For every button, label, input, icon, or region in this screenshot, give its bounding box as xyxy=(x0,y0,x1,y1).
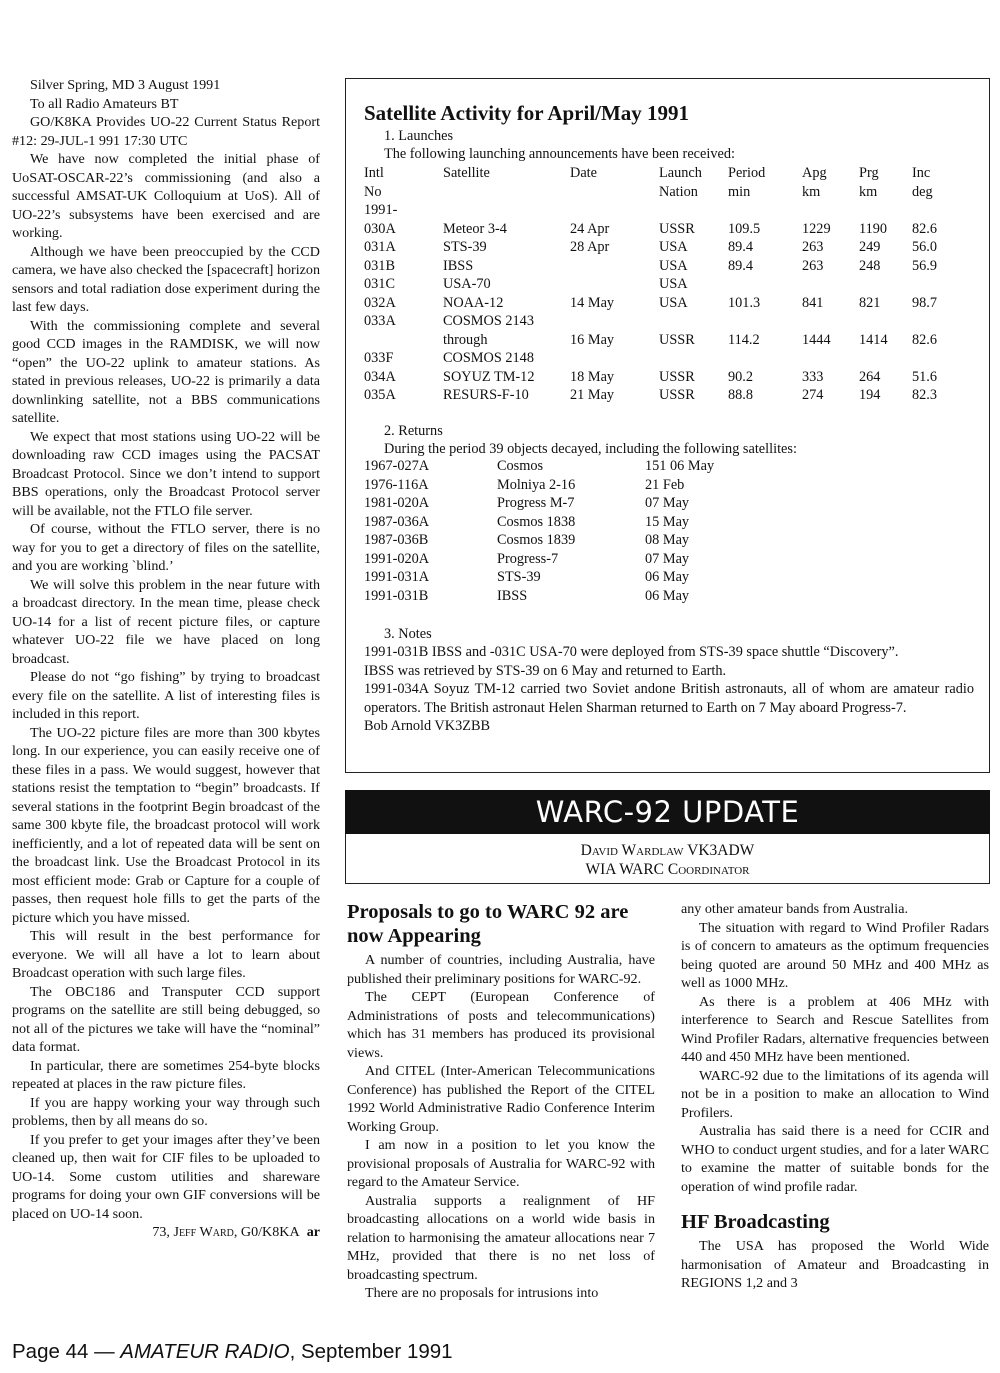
launch-row xyxy=(364,220,962,239)
table-cell xyxy=(570,257,659,276)
byline-role: WIA WARC Coordinator xyxy=(585,861,750,878)
table-cell: 1976-116A xyxy=(364,476,429,493)
paragraph: As there is a problem at 406 MHz with interference to Search and Rescue Satellites from Wind Profiler Radars, alternative frequencies between 440 and 450 MHz have been mentioned. xyxy=(681,993,989,1065)
paragraph: This will result in the best performance for everyone. We will all have a lot to learn about Broadcast operation with such large files. xyxy=(12,928,320,981)
table-cell xyxy=(659,349,728,368)
table-cell: 263 xyxy=(802,239,824,255)
hf-broadcasting-heading: HF Broadcasting xyxy=(681,1211,830,1233)
satellite-box-title: Satellite Activity for April/May 1991 xyxy=(364,101,690,125)
launch-row xyxy=(364,386,962,405)
launches-table xyxy=(364,164,962,405)
paragraph: If you are happy working your way through such problems, then by all means do so. xyxy=(12,1094,320,1129)
table-cell: IBSS xyxy=(443,257,474,274)
warc-banner-title: WARC-92 UPDATE xyxy=(345,790,990,834)
table-cell: 16 May xyxy=(570,331,615,348)
table-cell: 194 xyxy=(859,387,881,403)
launches-heading: 1. Launches xyxy=(384,128,454,144)
table-cell: 1991-031B xyxy=(364,587,429,604)
table-cell: Apg xyxy=(802,165,827,181)
table-cell: deg xyxy=(912,183,933,200)
table-cell xyxy=(912,312,962,331)
table-cell: Meteor 3-4 xyxy=(443,220,507,237)
paragraph: There are no proposals for intrusions into xyxy=(365,1285,599,1301)
footer-date: , September 1991 xyxy=(289,1340,453,1363)
table-cell: No xyxy=(364,183,382,200)
signature xyxy=(12,1223,320,1242)
paragraph: The USA has proposed the World Wide harmonisation of Amateur and Broadcasting in REGIONS 1,2 and 3 xyxy=(681,1238,989,1291)
table-cell: USA xyxy=(659,294,688,311)
paragraph: Australia has said there is a need for CCIR and WHO to conduct urgent studies, and for a later WARC to examine the matter of suitable bonds for the operation of wind profile radar. xyxy=(681,1123,989,1195)
article-headline: Proposals to go to WARC 92 are now Appearing xyxy=(347,901,629,947)
table-cell: 030A xyxy=(364,220,396,237)
launch-row xyxy=(364,257,962,276)
return-row xyxy=(364,531,845,550)
returns-heading: 2. Returns xyxy=(384,423,443,439)
table-cell: 1981-020A xyxy=(364,495,430,511)
table-cell: 82.3 xyxy=(912,387,938,403)
table-cell: 032A xyxy=(364,294,396,311)
paragraph-continued: any other amateur bands from Australia. xyxy=(681,901,908,917)
launch-row xyxy=(364,312,962,331)
table-cell: 249 xyxy=(859,239,881,255)
table-cell: Launch xyxy=(659,165,702,181)
note-signature: Bob Arnold VK3ZBB xyxy=(364,718,491,734)
table-cell xyxy=(802,349,859,368)
table-cell: 07 May xyxy=(645,550,690,567)
return-row xyxy=(364,513,845,532)
table-cell: 1991-020A xyxy=(364,550,430,567)
signature-name: Jeff Ward xyxy=(173,1224,234,1240)
table-cell: NOAA-12 xyxy=(443,294,504,311)
table-cell: 1444 xyxy=(802,331,831,348)
table-cell: 035A xyxy=(364,387,396,403)
paragraph: With the commissioning complete and several good CCD images in the RAMDISK, we will now “open” the UO-22 uplink to amateur stations. As stated in previous releases, UO-22 is primarily a data downlinking satellite, not a BBS communications satellite. xyxy=(12,317,320,426)
table-cell: STS-39 xyxy=(443,239,487,255)
table-cell: 21 May xyxy=(570,387,615,403)
table-cell: 031B xyxy=(364,257,395,274)
table-cell: 821 xyxy=(859,294,881,311)
table-cell: COSMOS 2148 xyxy=(443,350,534,366)
table-cell: 07 May xyxy=(645,495,690,511)
paragraph: I am now in a position to let you know the provisional proposals of Australia for WARC-92 with regard to the Amateur Service. xyxy=(347,1137,655,1190)
table-cell: 06 May xyxy=(645,569,690,585)
table-cell: RESURS-F-10 xyxy=(443,387,529,403)
table-cell: 109.5 xyxy=(728,220,761,237)
table-cell: 031C xyxy=(364,276,395,292)
return-row xyxy=(364,476,845,495)
table-cell: 033A xyxy=(364,313,396,329)
table-cell: 263 xyxy=(802,257,824,274)
table-cell: Molniya 2-16 xyxy=(497,476,576,493)
paragraph: Although we have been preoccupied by the CCD camera, we have also checked the [spacecraft] horizon sensors and total radiation dose experiment during the last few days. xyxy=(12,243,320,315)
page-footer xyxy=(12,1340,453,1364)
table-cell: 114.2 xyxy=(728,331,760,348)
paragraph: The UO-22 picture files are more than 300 kbytes long. In our experience, you can easily receive one of these files in a pass. We would suggest, however that stations resist the temptation to “begin” broadcasts. If several stations in the footprint Begin broadcast of the same 300 kbyte file, the broadcast protocol will work inefficiently, and a lot of repeated data will be sent on the broadcast link. Use the Broadcast Protocol in its most efficient mode: Grab or Capture for a couple of passes, then request hole fills to get the parts of the picture which you have missed. xyxy=(12,724,320,926)
table-cell: Progress M-7 xyxy=(497,495,575,511)
table-cell: 274 xyxy=(802,387,824,403)
return-row xyxy=(364,457,845,476)
table-cell: USSR xyxy=(659,368,695,385)
paragraph: The OBC186 and Transputer CCD support programs on the satellite are still being debugged, so not all of the pictures we take will have the “nominal” data format. xyxy=(12,983,320,1055)
notes-block xyxy=(364,643,974,736)
table-cell: 1991-031A xyxy=(364,569,430,585)
paragraph: If you prefer to get your images after they’ve been cleaned up, then wait for CIF files to be uploaded to UO-14. Some custom utilities and shareware programs for doing your own GIF conversions will be placed on UO-14 soon. xyxy=(12,1131,320,1222)
table-cell xyxy=(859,312,912,331)
table-cell xyxy=(728,275,802,294)
table-cell: 033F xyxy=(364,350,394,366)
launch-row xyxy=(364,349,962,368)
table-cell: 08 May xyxy=(645,532,690,548)
signature-call: , G0/K8KA xyxy=(233,1224,300,1240)
footer-magazine: AMATEUR RADIO xyxy=(120,1340,290,1363)
table-cell: USSR xyxy=(659,220,695,237)
paragraph: And CITEL (Inter-American Telecommunications Conference) has published the Report of the CITEL 1992 World Administrative Radio Conference Interim Working Group. xyxy=(347,1063,655,1135)
footer-page: Page 44 — xyxy=(12,1340,121,1363)
table-cell: 1190 xyxy=(859,220,888,237)
byline-author: David Wardlaw VK3ADW xyxy=(580,842,755,859)
table-cell: 264 xyxy=(859,368,881,385)
returns-table xyxy=(364,457,845,605)
table-cell: 1229 xyxy=(802,220,831,237)
table-cell: 18 May xyxy=(570,368,615,385)
launch-row xyxy=(364,294,962,313)
paragraph: Of course, without the FTLO server, there is no way for you to get a directory of files on the satellite, and you are working `blind.’ xyxy=(12,521,320,574)
table-cell: USA xyxy=(659,239,688,255)
table-cell: USSR xyxy=(659,331,695,348)
table-cell: Nation xyxy=(659,183,698,200)
paragraph: Australia supports a realignment of HF broadcasting allocations on a world wide basis in relation to harmonising the amateur allocations near 7 MHz, provided that there is no net loss of broadcasting spectrum. xyxy=(347,1192,655,1283)
table-cell: 88.8 xyxy=(728,387,754,403)
launch-year-label: 1991- xyxy=(364,202,398,218)
paragraph: Please do not “go fishing” by trying to broadcast every file on the satellite. A list of interesting files is included in this report. xyxy=(12,669,320,722)
table-cell xyxy=(859,349,912,368)
table-cell xyxy=(570,275,659,294)
table-cell xyxy=(728,312,802,331)
table-cell: USSR xyxy=(659,387,695,403)
left-column-article xyxy=(12,76,320,1242)
paragraph: The situation with regard to Wind Profiler Radars is of concern to amateurs as the optimum frequencies being quoted are around 50 MHz and 400 MHz as well as 1000 MHz. xyxy=(681,919,989,991)
table-cell: km xyxy=(802,183,821,200)
header-line: GO/K8KA Provides UO-22 Current Status Report #12: 29-JUL-1 991 17:30 UTC xyxy=(12,114,320,149)
table-cell: 1987-036B xyxy=(364,532,429,548)
table-cell xyxy=(659,312,728,331)
table-cell: 333 xyxy=(802,368,824,385)
paragraph: The CEPT (European Conference of Administrations of posts and telecommunications) which has 31 members has produced its provisional views. xyxy=(347,989,655,1061)
table-cell: 15 May xyxy=(645,513,690,530)
notes-heading: 3. Notes xyxy=(384,626,432,642)
note-line: 1991-031B IBSS and -031C USA-70 were deployed from STS-39 space shuttle “Discovery”. xyxy=(364,644,899,660)
return-row xyxy=(364,568,845,587)
table-cell: 14 May xyxy=(570,294,615,311)
table-cell: 82.6 xyxy=(912,220,938,237)
table-cell: Cosmos 1838 xyxy=(497,513,576,530)
table-cell: 51.6 xyxy=(912,368,938,385)
table-cell: Progress-7 xyxy=(497,550,559,567)
table-cell xyxy=(912,275,962,294)
satellite-activity-box xyxy=(345,78,990,773)
header-line: To all Radio Amateurs BT xyxy=(30,95,179,112)
table-cell: 89.4 xyxy=(728,257,754,274)
launch-row xyxy=(364,331,962,350)
paragraph: We have now completed the initial phase of UoSAT-OSCAR-22’s commissioning (and also a successful AMSAT-UK Colloquium at UoS). All of UO-22’s subsystems have been exercised and are working. xyxy=(12,151,320,241)
paragraph: In particular, there are sometimes 254-byte blocks repeated at places in the raw picture files. xyxy=(12,1057,320,1092)
table-cell: 21 Feb xyxy=(645,476,685,493)
returns-intro: During the period 39 objects decayed, including the following satellites: xyxy=(384,441,797,457)
launch-row xyxy=(364,238,962,257)
table-cell: IBSS xyxy=(497,587,528,604)
table-cell: Prg xyxy=(859,165,879,181)
return-row xyxy=(364,587,845,606)
launches-intro: The following launching announcements have been received: xyxy=(384,146,735,162)
launch-header-row xyxy=(364,164,962,183)
table-cell: 06 May xyxy=(645,587,690,604)
table-cell: COSMOS 2143 xyxy=(443,313,534,329)
table-cell: SOYUZ TM-12 xyxy=(443,368,535,385)
table-cell xyxy=(859,275,912,294)
table-cell: Cosmos xyxy=(497,458,544,474)
table-cell: min xyxy=(728,183,751,200)
paragraph: WARC-92 due to the limitations of its agenda will not be in a position to make an allocation to Wind Profilers. xyxy=(681,1067,989,1121)
paragraph: A number of countries, including Australia, have published their preliminary positions for WARC-92. xyxy=(347,952,655,987)
table-cell: USA xyxy=(659,257,688,274)
table-cell: 1987-036A xyxy=(364,513,430,530)
table-cell: 56.9 xyxy=(912,257,938,274)
table-cell: 82.6 xyxy=(912,331,938,348)
return-row xyxy=(364,494,845,513)
end-mark: ar xyxy=(306,1224,320,1240)
table-cell: 034A xyxy=(364,368,396,385)
launch-header-row xyxy=(364,183,962,202)
table-cell: 56.0 xyxy=(912,239,938,255)
launch-row xyxy=(364,368,962,387)
table-cell: 1967-027A xyxy=(364,458,430,474)
table-cell: 28 Apr xyxy=(570,239,610,255)
table-cell xyxy=(802,275,859,294)
table-cell: 89.4 xyxy=(728,239,754,255)
table-cell: 90.2 xyxy=(728,368,754,385)
table-cell xyxy=(570,183,659,202)
table-cell: through xyxy=(443,331,488,348)
table-cell: STS-39 xyxy=(497,569,541,585)
note-line: IBSS was retrieved by STS-39 on 6 May and returned to Earth. xyxy=(364,662,727,679)
right-column-article xyxy=(681,900,989,1293)
table-cell: Satellite xyxy=(443,165,490,181)
note-line: 1991-034A Soyuz TM-12 carried two Soviet andone British astronauts, all of whom are amateur radio operators. The British astronaut Helen Sharman returned to Earth on 7 May aboard Progress-7. xyxy=(364,681,974,716)
table-cell: km xyxy=(859,183,878,200)
table-cell: Inc xyxy=(912,165,931,181)
header-line: Silver Spring, MD 3 August 1991 xyxy=(30,77,221,93)
table-cell: Date xyxy=(570,165,597,181)
table-cell: 151 06 May xyxy=(645,458,715,474)
table-cell: Period xyxy=(728,165,766,181)
paragraph: We will solve this problem in the near future with a broadcast directory. In the mean time, please check UO-14 for a list of recent picture files, or capture whatever UO-22 file we have placed on long broadcast. xyxy=(12,576,320,667)
table-cell xyxy=(912,349,962,368)
table-cell: Intl xyxy=(364,165,384,181)
table-cell: 101.3 xyxy=(728,294,761,311)
return-row xyxy=(364,550,845,569)
table-cell xyxy=(443,183,570,202)
table-cell: 031A xyxy=(364,239,396,255)
warc-byline xyxy=(345,834,990,884)
table-cell: USA xyxy=(659,276,688,292)
table-cell xyxy=(570,312,659,331)
launch-year-row xyxy=(364,201,962,220)
table-cell: USA-70 xyxy=(443,276,491,292)
table-cell: 1414 xyxy=(859,331,888,348)
table-cell: Cosmos 1839 xyxy=(497,532,576,548)
table-cell: 98.7 xyxy=(912,294,938,311)
table-cell xyxy=(570,349,659,368)
table-cell: 841 xyxy=(802,294,824,311)
paragraph: We expect that most stations using UO-22 will be downloading raw CCD images using the PACSAT Broadcast Protocol. Since we don’t intend to support BBS operations, only the Broadcast Protocol server will be available, not the FTLO file server. xyxy=(12,428,320,519)
table-cell: 24 Apr xyxy=(570,220,610,237)
table-cell xyxy=(728,349,802,368)
table-cell xyxy=(802,312,859,331)
middle-column-article xyxy=(347,900,655,1303)
signature-prefix: 73, xyxy=(152,1224,174,1240)
table-cell: 248 xyxy=(859,257,881,274)
launch-row xyxy=(364,275,962,294)
table-cell xyxy=(364,331,443,350)
